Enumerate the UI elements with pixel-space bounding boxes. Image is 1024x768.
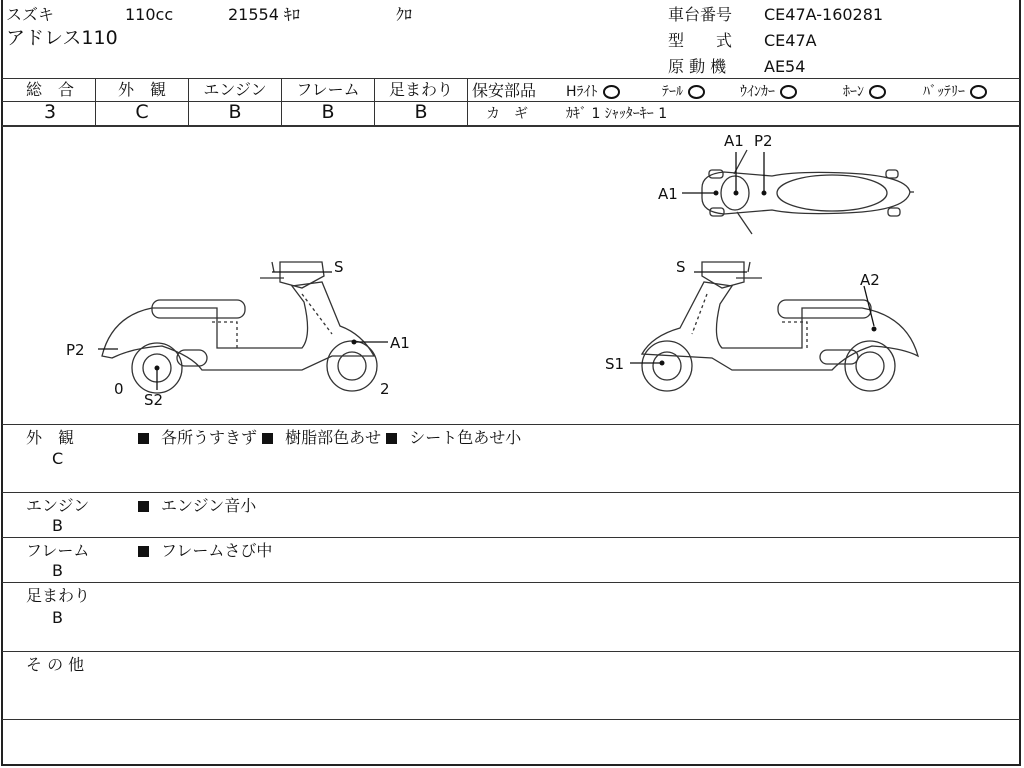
ok-circle-icon [970,85,987,99]
grade-exterior-label: 外 観 [117,80,166,99]
grade-engine-value: B [228,101,242,123]
grade-frame-label: フレーム [296,80,360,99]
left-label-2: 2 [380,380,390,398]
grade-suspension-value: B [414,101,428,123]
left-label-a1: A1 [390,334,410,352]
ok-circle-icon [603,85,620,99]
remarks-frame-items: フレームさび中 [138,541,272,561]
remarks-engine-grade: B [52,516,63,535]
left-label-0: 0 [114,380,124,398]
safety-item-battery: ﾊﾞｯﾃﾘｰ [923,82,987,102]
model-name: アドレス110 [6,27,118,49]
right-label-s1: S1 [605,355,625,373]
safety-item-horn: ﾎｰﾝ [843,82,886,102]
right-label-a2: A2 [860,271,880,289]
damage-diagram [2,126,1020,424]
remarks-exterior-label: 外 観 [26,428,75,447]
scooter-left-view [102,262,377,393]
mileage: 21554 ｷﾛ [228,5,300,24]
key-value: ｶｷﾞ 1 ｼｬｯﾀｰｷｰ 1 [566,106,668,122]
remarks-divider [2,537,1020,538]
type-value: CE47A [764,31,817,50]
maker: スズキ [6,5,55,24]
remarks-exterior-grade: C [52,449,64,468]
bullet-square-icon [138,546,149,557]
grade-table-top-border [2,78,1020,79]
top-label-p2: P2 [754,132,773,150]
ok-circle-icon [869,85,886,99]
grade-overall-value: 3 [43,101,57,123]
remarks-frame-grade: B [52,561,63,580]
safety-parts-label: 保安部品 [472,81,537,100]
displacement: 110cc [125,5,174,24]
bullet-square-icon [386,433,397,444]
grade-exterior-value: C [135,101,149,123]
bullet-square-icon [138,433,149,444]
left-label-s2: S2 [144,391,164,409]
safety-item-taillight: ﾃｰﾙ [662,82,705,102]
remarks-frame-label: フレーム [26,541,90,560]
left-label-p2: P2 [66,341,85,359]
remarks-suspension-grade: B [52,608,63,627]
safety-item-headlight: Hﾗｲﾄ [566,82,620,102]
engine-value: AE54 [764,57,806,76]
type-label: 型 式 [668,31,733,50]
remarks-suspension-label: 足まわり [26,586,91,605]
right-label-s: S [676,258,686,276]
grade-divider [467,78,468,126]
remarks-divider [2,582,1020,583]
left-label-s: S [334,258,344,276]
grade-suspension-label: 足まわり [388,80,453,99]
body-color: ｸﾛ [396,5,413,24]
frame-no-value: CE47A-160281 [764,5,884,24]
grade-frame-value: B [321,101,335,123]
remarks-other-label: そ の 他 [26,655,85,674]
grade-overall-label: 総 合 [25,80,74,99]
ok-circle-icon [780,85,797,99]
remarks-divider [2,719,1020,720]
bullet-square-icon [138,501,149,512]
top-label-a1: A1 [724,132,744,150]
remarks-engine-items: エンジン音小 [138,496,256,516]
ok-circle-icon [688,85,705,99]
safety-item-winker: ｳｲﾝｶｰ [740,82,797,102]
remarks-engine-label: エンジン [26,496,90,515]
top-label-a1-side: A1 [658,185,678,203]
bullet-square-icon [262,433,273,444]
grade-engine-label: エンジン [203,80,267,99]
remarks-divider [2,492,1020,493]
engine-label: 原 動 機 [668,57,727,76]
key-label: カ ギ [486,106,528,122]
remarks-exterior-items: 各所うすきず 樹脂部色あせ シート色あせ小 [138,428,521,448]
frame-no-label: 車台番号 [668,5,733,24]
remarks-divider [2,651,1020,652]
remarks-top-border [2,424,1020,425]
